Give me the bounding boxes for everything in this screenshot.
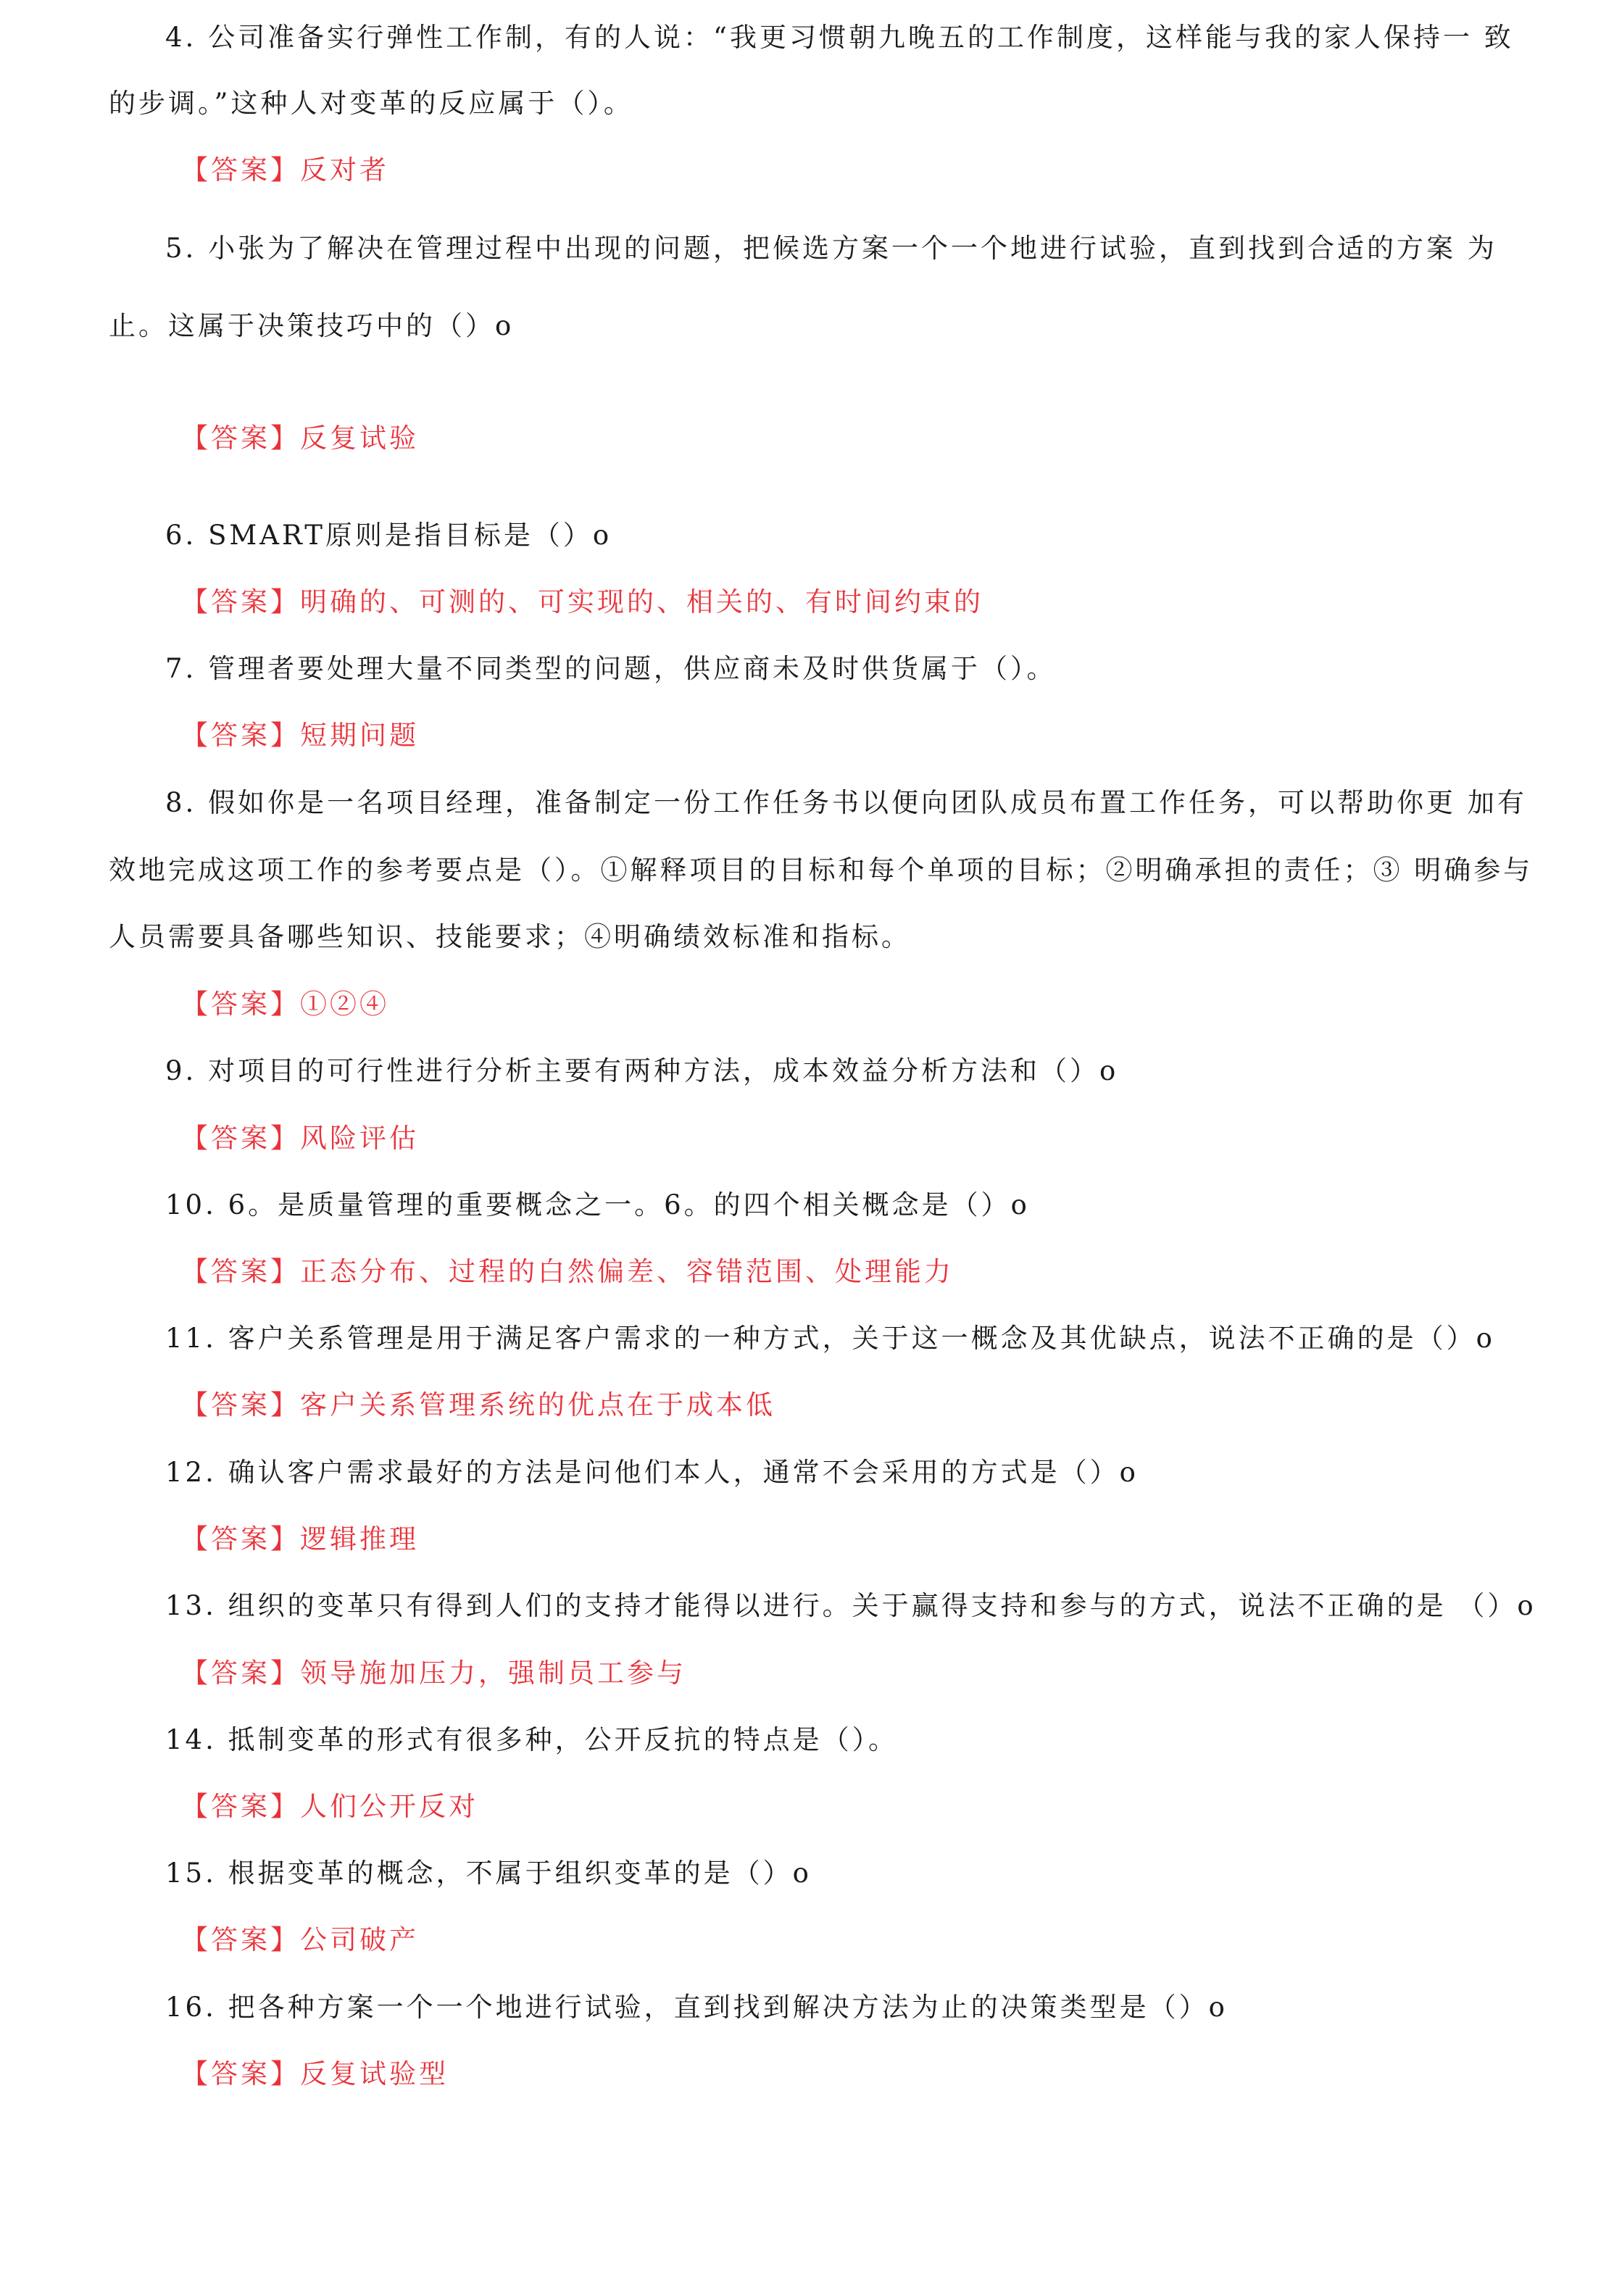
question-line: 9. 对项目的可行性进行分析主要有两种方法，成本效益分析方法和（）o (165, 1055, 1119, 1086)
question-line: 人员需要具备哪些知识、技能要求；④明确绩效标准和指标。 (109, 921, 911, 952)
answer-text: 【答案】反复试验型 (181, 2058, 449, 2089)
question-line: 7. 管理者要处理大量不同类型的问题，供应商未及时供货属于（）。 (165, 653, 1057, 684)
answer-text: 【答案】短期问题 (181, 720, 419, 751)
question-line: 14. 抵制变革的形式有很多种，公开反抗的特点是（）。 (165, 1724, 899, 1755)
question-line: 4. 公司准备实行弹性工作制，有的人说：“我更习惯朝九晚五的工作制度，这样能与我的家人保持一 致 (165, 22, 1514, 53)
question-line: 的步调。”这种人对变革的反应属于（）。 (109, 88, 633, 119)
answer-text: 【答案】领导施加压力，强制员工参与 (181, 1657, 686, 1689)
question-line: 16. 把各种方案一个一个地进行试验，直到找到解决方法为止的决策类型是（）o (165, 1992, 1228, 2023)
question-line: 6. SMART原则是指目标是（）o (165, 520, 612, 551)
answer-text: 【答案】公司破产 (181, 1924, 419, 1955)
answer-text: 【答案】反对者 (181, 154, 389, 186)
question-line: 8. 假如你是一名项目经理，准备制定一份工作任务书以便向团队成员布置工作任务，可以帮助你更 加有 (165, 787, 1527, 818)
question-line: 效地完成这项工作的参考要点是（）。①解释项目的目标和每个单项的目标；②明确承担的责任；③ 明确参与 (109, 854, 1534, 886)
answer-text: 【答案】风险评估 (181, 1123, 419, 1154)
answer-text: 【答案】人们公开反对 (181, 1791, 478, 1822)
question-line: 15. 根据变革的概念，不属于组织变革的是（）o (165, 1858, 812, 1889)
answer-text: 【答案】正态分布、过程的白然偏差、容错范围、处理能力 (181, 1256, 954, 1287)
answer-text: 【答案】客户关系管理系统的优点在于成本低 (181, 1389, 775, 1421)
answer-text: 【答案】明确的、可测的、可实现的、相关的、有时间约束的 (181, 586, 983, 617)
answer-text: 【答案】逻辑推理 (181, 1523, 419, 1555)
question-line: 13. 组织的变革只有得到人们的支持才能得以进行。关于赢得支持和参与的方式，说法不正确的是 （）o (165, 1590, 1536, 1621)
question-line: 12. 确认客户需求最好的方法是问他们本人，通常不会采用的方式是（）o (165, 1457, 1139, 1488)
question-line: 止。这属于决策技巧中的（）o (109, 310, 515, 341)
question-line: 10. 6。是质量管理的重要概念之一。6。的四个相关概念是（）o (165, 1189, 1030, 1220)
question-line: 5. 小张为了解决在管理过程中出现的问题，把候选方案一个一个地进行试验，直到找到合适的方案 为 (165, 233, 1497, 264)
answer-text: 【答案】反复试验 (181, 423, 419, 454)
answer-text: 【答案】①②④ (181, 989, 389, 1020)
question-line: 11. 客户关系管理是用于满足客户需求的一种方式，关于这一概念及其优缺点，说法不正确的是（）o (165, 1323, 1495, 1354)
